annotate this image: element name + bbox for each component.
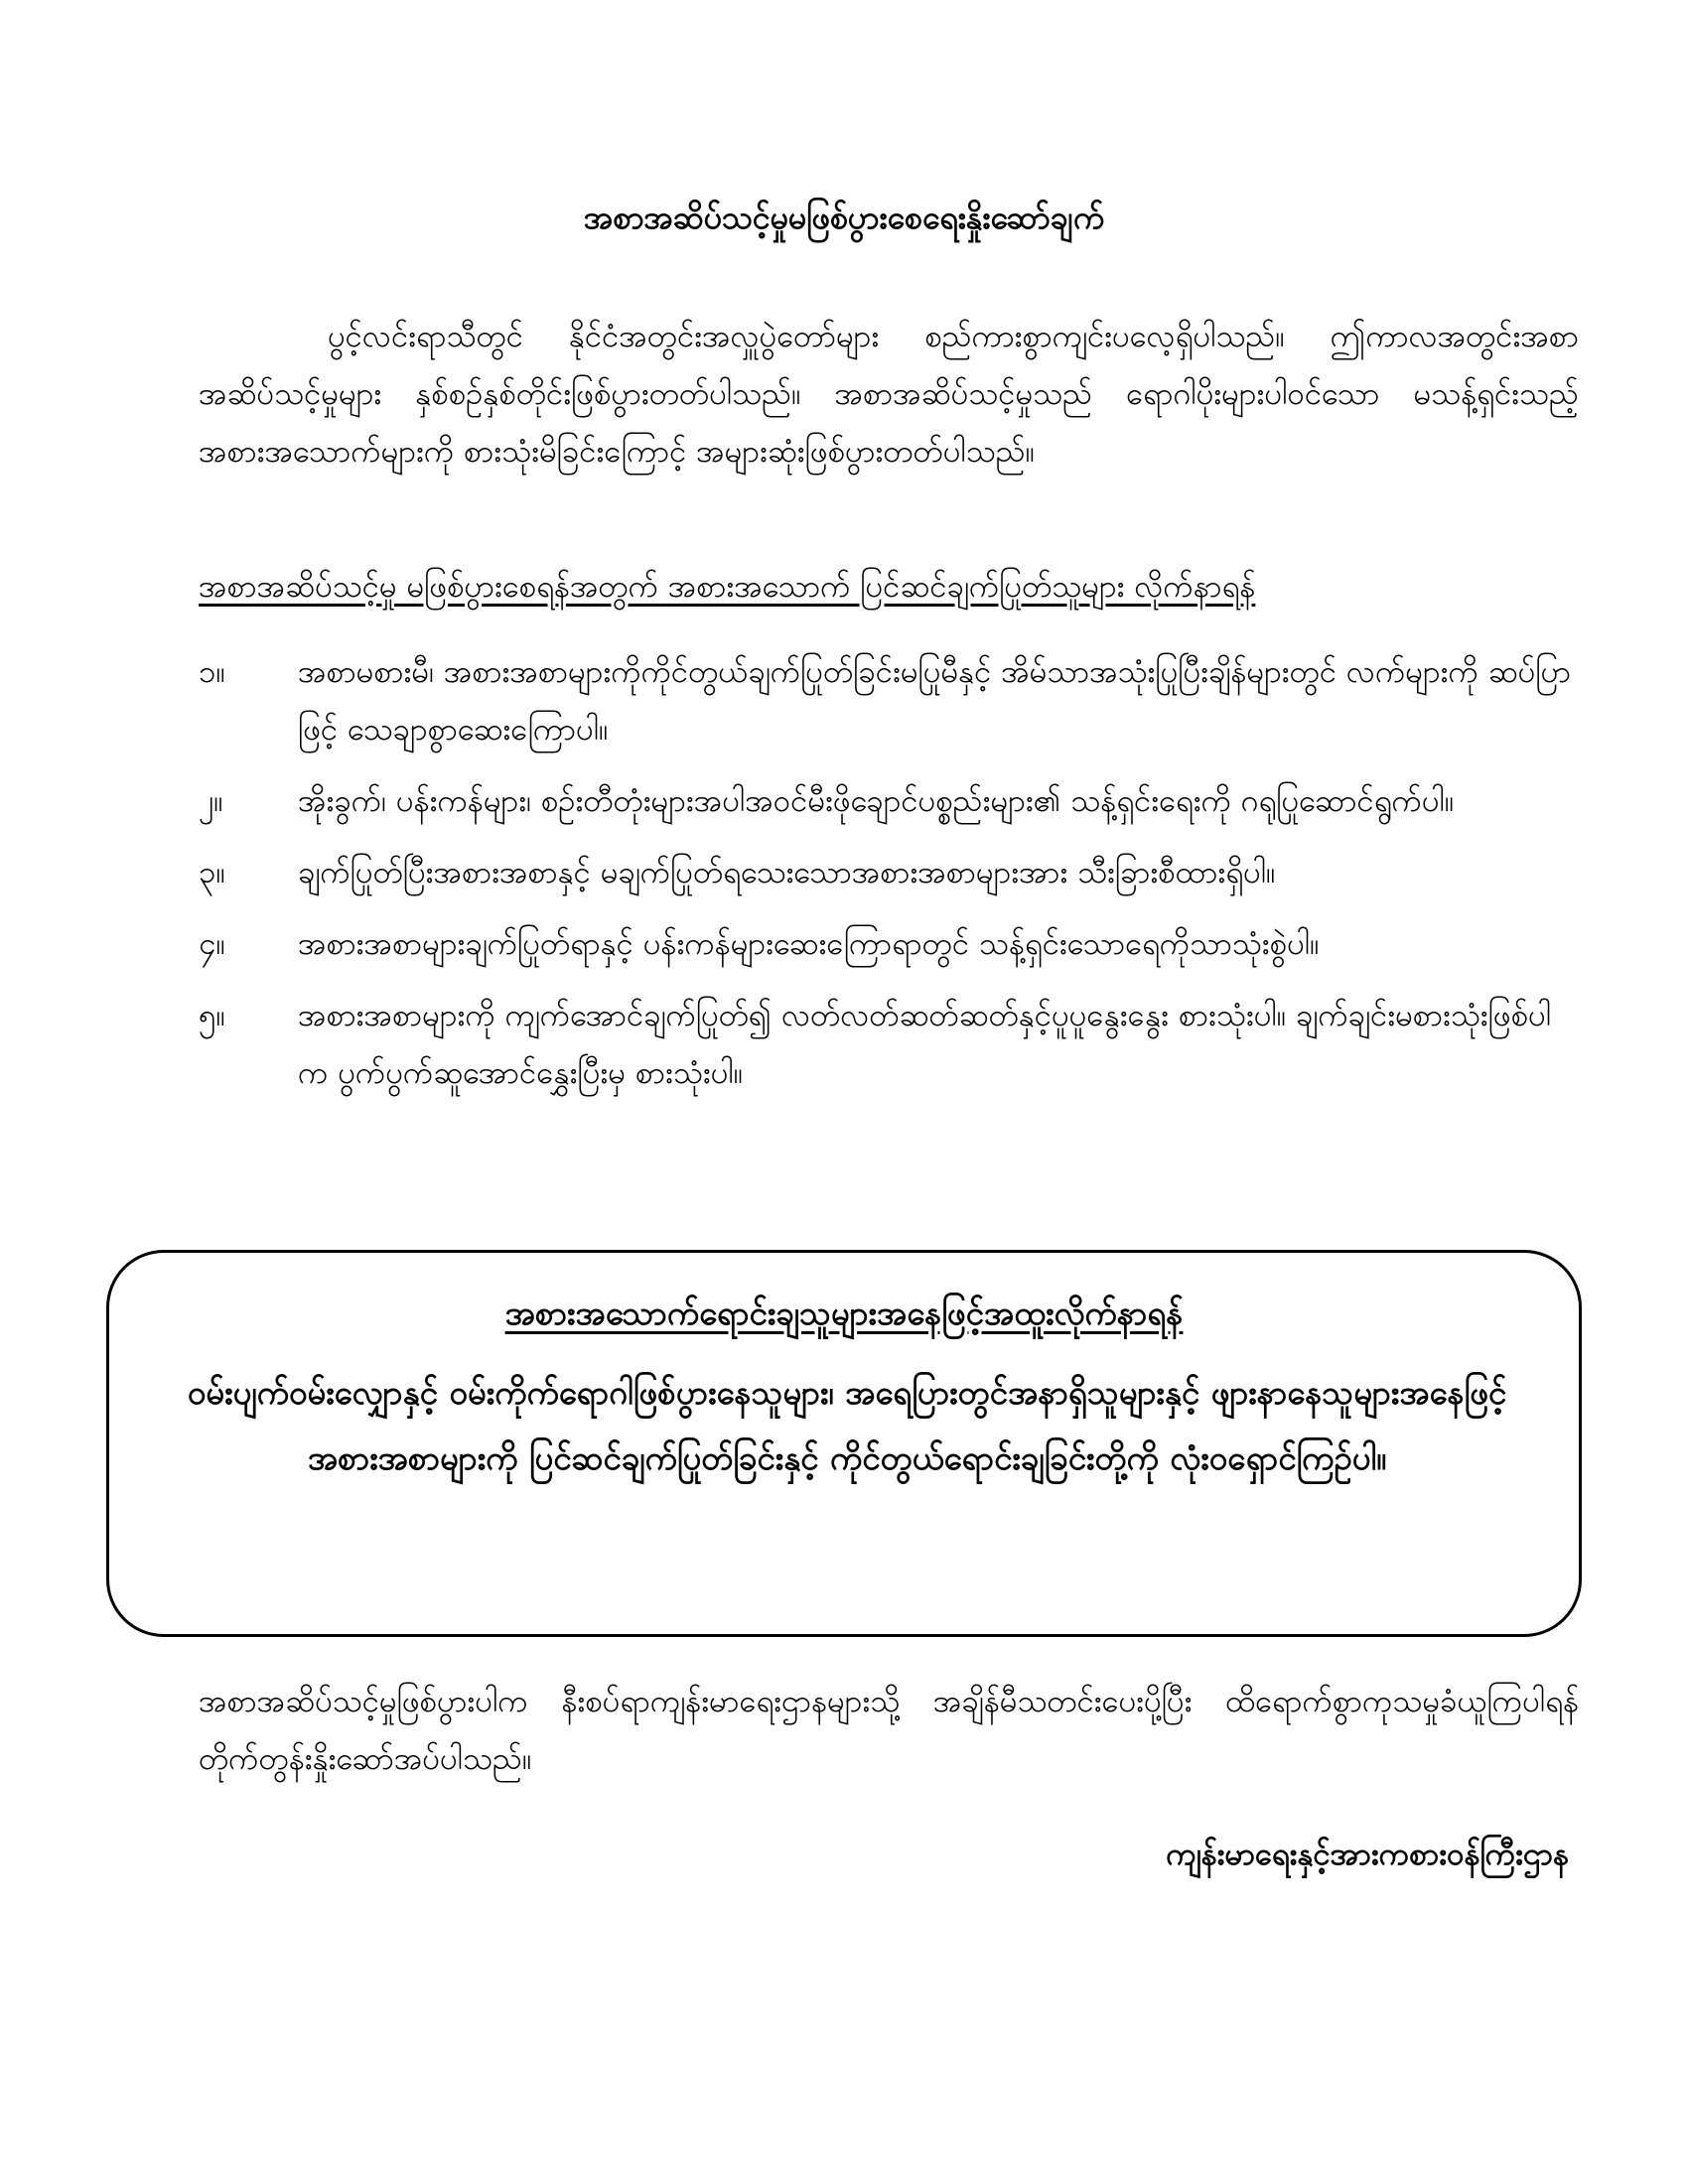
list-item xyxy=(199,772,1579,830)
list-item-number: ၁။ xyxy=(199,654,225,690)
list-item-text: အစားအစာများချက်ပြုတ်ရာနှင့် ပန်းကန်များဆေးကြောရာတွင် သန့်ရှင်းသောရေကိုသာသုံးစွဲပါ။ xyxy=(298,926,1320,962)
list-item-number: ၅။ xyxy=(199,998,225,1033)
list-item xyxy=(199,643,1579,758)
list-item xyxy=(199,987,1579,1102)
vendor-notice-box xyxy=(106,1250,1582,1637)
issuing-ministry-signature: ကျန်းမာရေးနှင့်အားကစားဝန်ကြီးဌာန xyxy=(1166,1837,1569,1872)
list-item xyxy=(199,915,1579,973)
list-item-number: ၃။ xyxy=(199,855,225,890)
list-item xyxy=(199,844,1579,901)
list-item-text: အိုးခွက်၊ ပန်းကန်များ၊ စဉ်းတီတုံးများအပါအဝင်မီးဖိုချောင်ပစ္စည်းများ၏ သန့်ရှင်းရေးကို ဂရုပြုဆောင်ရွက်ပါ။ xyxy=(298,783,1455,819)
list-item-number: ၂။ xyxy=(199,783,223,819)
intro-paragraph: ပွင့်လင်းရာသီတွင် နိုင်ငံအတွင်းအလှူပွဲတော်များ စည်ကားစွာကျင်းပလေ့ရှိပါသည်။ ဤကာလအတွင်းအစာအဆိပ်သင့်မှုများ နှစ်စဉ်နှစ်တိုင်းဖြစ်ပွားတတ်ပါသည်။ အစာအဆိပ်သင့်မှုသည် ရောဂါပိုးများပါဝင်သော မသန့်ရှင်းသည့်အစားအသောက်များကို စားသုံးမိခြင်းကြောင့် အများဆုံးဖြစ်ပွားတတ်ပါသည်။ xyxy=(199,319,1579,470)
document-title: အစာအဆိပ်သင့်မှုမဖြစ်ပွားစေရေးနှိုးဆော်ချက် xyxy=(583,199,1105,236)
guidelines-subheading: အစာအဆိပ်သင့်မှု မဖြစ်ပွားစေရန်အတွက် အစားအသောက် ပြင်ဆင်ချက်ပြုတ်သူများ လိုက်နာရန် xyxy=(199,569,1256,605)
list-item-text: ချက်ပြုတ်ပြီးအစားအစာနှင့် မချက်ပြုတ်ရသေးသောအစားအစာများအား သီးခြားစီထားရှိပါ။ xyxy=(298,855,1276,890)
list-item-text: အစာမစားမီ၊ အစားအစာများကိုကိုင်တွယ်ချက်ပြုတ်ခြင်းမပြုမီနှင့် အိမ်သာအသုံးပြုပြီးချိန်များတွင် လက်များကို ဆပ်ပြာဖြင့် သေချာစွာဆေးကြောပါ။ xyxy=(298,654,1571,748)
vendor-notice-heading: အစားအသောက်ရောင်းချသူများအနေဖြင့်အထူးလိုက်နာရန် xyxy=(504,1294,1184,1332)
closing-paragraph: အစာအဆိပ်သင့်မှုဖြစ်ပွားပါက နီးစပ်ရာကျန်းမာရေးဌာနများသို့ အချိန်မီသတင်းပေးပို့ပြီး ထိရောက်စွာကုသမှုခံယူကြပါရန် တိုက်တွန်းနှိုးဆော်အပ်ပါသည်။ xyxy=(199,1684,1579,1777)
vendor-notice-body: ဝမ်းပျက်ဝမ်းလျှောနှင့် ဝမ်းကိုက်ရောဂါဖြစ်ပွားနေသူများ၊ အရေပြားတွင်အနာရှိသူများနှင့် ဖျားနာနေသူများအနေဖြင့် အစားအစာများကို ပြင်ဆင်ချက်ပြုတ်ခြင်းနှင့် ကိုင်တွယ်ရောင်းချခြင်းတို့ကို လုံးဝရှောင်ကြဉ်ပါ။ xyxy=(187,1373,1507,1477)
list-item-number: ၄။ xyxy=(199,926,225,962)
list-item-text: အစားအစာများကို ကျက်အောင်ချက်ပြုတ်၍ လတ်လတ်ဆတ်ဆတ်နှင့်ပူပူနွေးနွေး စားသုံးပါ။ ချက်ချင်းမစားသုံးဖြစ်ပါက ပွက်ပွက်ဆူအောင်နွှေးပြီးမှ စားသုံးပါ။ xyxy=(298,998,1552,1091)
guidelines-list xyxy=(199,643,1579,1116)
